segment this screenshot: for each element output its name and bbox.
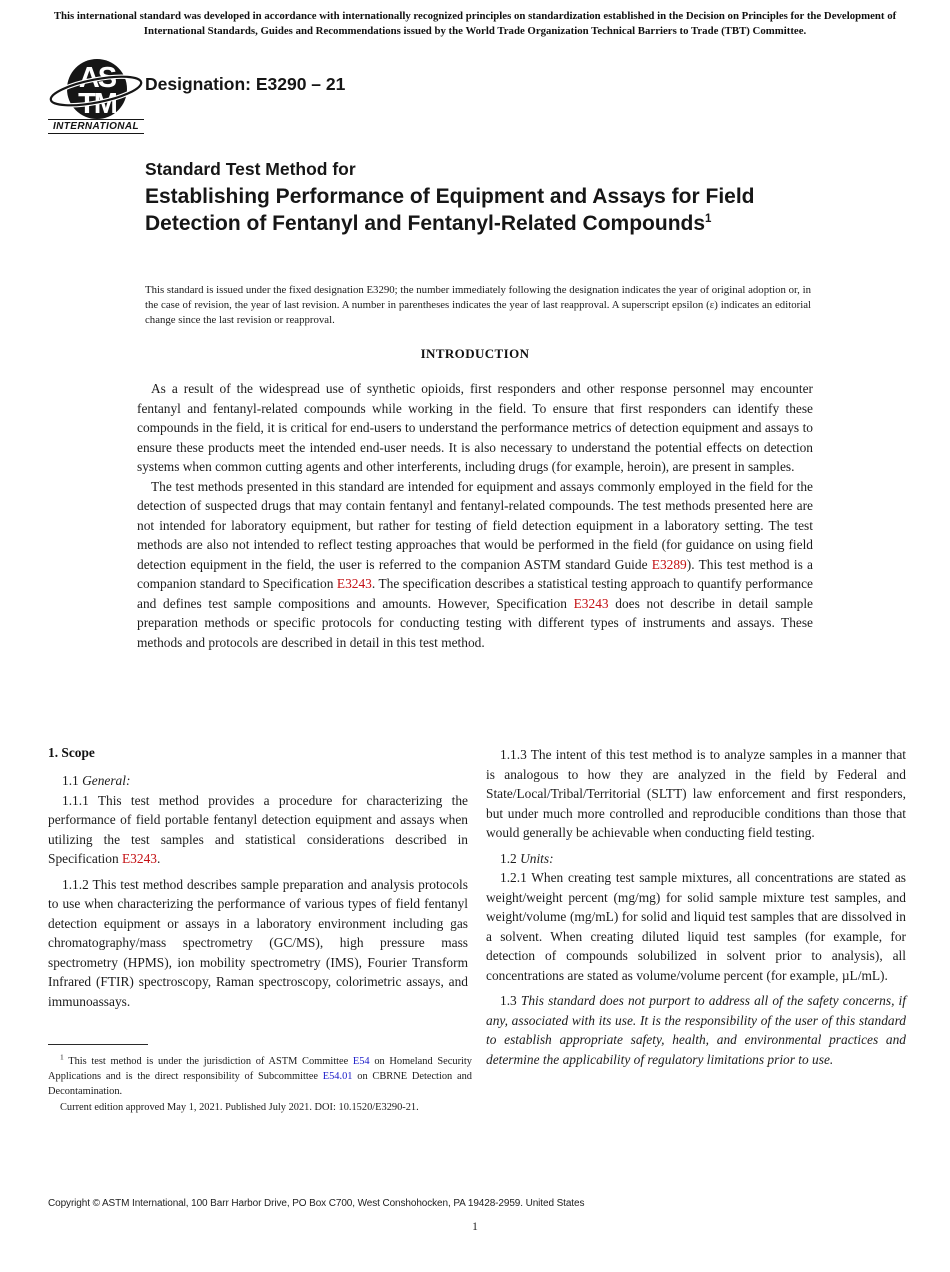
standard-link-e54-01[interactable]: E54.01 [322,1071,353,1083]
text-segment: 1 [705,212,712,225]
text-segment: 1.3 [500,993,521,1008]
text-segment: 1.2 [500,850,521,866]
page-title [145,184,805,237]
text-segment: on Homeland Security Applications and is the direct responsibility of Subcommittee [48,1056,472,1083]
two-column-body [48,745,906,1075]
introduction-section [137,346,813,652]
copyright-line: Copyright © ASTM International, 100 Barr Harbor Drive, PO Box C700, West Conshohocken, PA 19428-2959. United States [48,1198,585,1209]
standard-link-e3289[interactable]: E3289 [651,556,687,572]
footnote-jurisdiction [48,1054,472,1100]
astm-logo-mark [48,57,144,123]
astm-logo [48,57,144,134]
text-segment: This standard does not purport to address all of the safety concerns, if any, associated with its use. It is the responsibility of the user of this standard to establish appropriate safety, health, and environmental practices and determine the applicability of regulatory limitations prior to use. [486,993,906,1067]
clause-1-2 [486,849,906,869]
text-segment: on CBRNE Detection and Decontamination. [48,1071,472,1098]
text-segment: ). This test method is a companion standard to Specification [137,556,813,591]
footnote-divider [48,1044,148,1045]
footnote-block [48,1044,472,1115]
clause-1-1-2 [48,875,468,1012]
text-segment: 1.2.1 When creating test sample mixtures, all concentrations are stated as weight/weight percent (mg/mg) for solid sample mixture test samples, and weight/volume (mg/mL) for solid and liquid test samples that are dissolved in a solvent. When creating diluted liquid test samples (for example, for detection of compounds solubilized in solvent prior to analysis), all concentrations are stated as volume/volume percent (for example, µL/mL). [486,870,906,983]
clause-1-1 [48,771,468,791]
clause-1-3 [486,991,906,1069]
text-segment: 1 [60,1052,64,1062]
text-segment: 1.1.3 The intent of this test method is to analyze samples in a manner that is analogous to how they are analyzed in the field by Federal and State/Local/Tribal/Territorial (SLTT) law enforcement and first responders, but under much more controlled and reproducible conditions than those that would generally be achievable when conducting field testing. [486,747,906,840]
astm-logo-international-label: INTERNATIONAL [48,119,144,134]
text-segment: does not describe in detail sample preparation methods or specific protocols for conducting testing with different types of instruments and assays. These methods and protocols are described in detail in this test method. [137,595,813,650]
clause-1-2-1 [486,868,906,985]
right-column [486,745,906,1075]
astm-logo-letters-bottom: TM [78,88,116,120]
text-segment: General: [82,773,131,788]
standard-link-e3243[interactable]: E3243 [573,595,609,611]
introduction-paragraph-2 [137,477,813,653]
footnote-edition: Current edition approved May 1, 2021. Published July 2021. DOI: 10.1520/E3290-21. [60,1101,419,1113]
text-segment: The test methods presented in this standard are intended for equipment and assays commonly employed in the field for the detection of suspected drugs that may contain fentanyl and fentanyl-related compounds. The test methods presented here are not intended for laboratory equipment, but rather for testing of field detection equipment in a laboratory setting. The test methods are also not intended to reflect testing approaches that would be performed in the field (for guidance on using field detection equipment in the field, the user is referred to the companion ASTM standard Guide [137,478,813,572]
standard-link-e3243[interactable]: E3243 [336,576,372,591]
text-segment: Units: [520,850,554,866]
introduction-heading: INTRODUCTION [420,346,530,361]
standard-link-e3243[interactable]: E3243 [122,851,157,866]
clause-1-1-3 [486,745,906,843]
clause-1-1-1 [48,791,468,869]
designation: Designation: E3290 – 21 [145,74,346,94]
left-column [48,745,468,1075]
astm-logo-letters-top: AS [78,62,116,94]
text-segment: Establishing Performance of Equipment and Assays for Field Detection of Fentanyl and Fentanyl-Related Compounds [145,185,755,235]
standard-link-e54[interactable]: E54 [352,1056,370,1067]
scope-heading: 1. Scope [48,745,95,760]
title-block [145,159,805,237]
text-segment: . The specification describes a statistical testing approach to quantify performance and defines test sample compositions and amounts. However, Specification [137,576,813,611]
text-segment: 1.1 [62,773,83,788]
text-segment: 1.1.2 This test method describes sample preparation and analysis protocols to use when characterizing the performance of various types of field fentanyl detection equipment or assays in a laboratory environment including gas chromatography/mass spectrometry (GC/MS), high pressure mass spectrometry (HPMS), ion mobility spectrometry (IMS), Fourier Transform Infrared (FTIR) spectroscopy, Raman spectroscopy, colorimetric assays, and immunoassays. [48,876,468,1009]
issued-note: This standard is issued under the fixed designation E3290; the number immediately following the designation indicates the year of original adoption or, in the case of revision, the year of last revision. A number in parentheses indicates the year of last reapproval. A superscript epsilon (ε) indicates an editorial change since the last revision or reapproval. [145,284,811,327]
text-segment: This test method is under the jurisdiction of ASTM Committee [63,1056,353,1067]
wto-notice: This international standard was developed in accordance with internationally recognized principles on standardization established in the Decision on Principles for the Development of International Standards, Guides and Recommendations issued by the World Trade Organization Technical Barriers to Trade (TBT) Committee. [53,10,897,37]
page-number: 1 [472,1221,478,1233]
introduction-paragraph-1 [137,379,813,477]
title-kicker: Standard Test Method for [145,159,356,179]
text-segment: 1.1.1 This test method provides a procedure for characterizing the performance of field portable fentanyl detection equipment and assays when utilizing the test samples and statistical considerations described in Specification [48,792,468,866]
text-segment: . [156,851,161,866]
text-segment: As a result of the widespread use of synthetic opioids, first responders and other response personnel may encounter fentanyl and fentanyl-related compounds while working in the field. To ensure that first responders can identify these compounds in the field, it is critical for end-users to understand the performance metrics of detection equipment and assays to ensure these products meet the intended end-user needs. It is also necessary to understand the potential effects on detection systems when common cutting agents and other interferents, including drugs (for example, heroin), are present in samples. [137,381,813,474]
